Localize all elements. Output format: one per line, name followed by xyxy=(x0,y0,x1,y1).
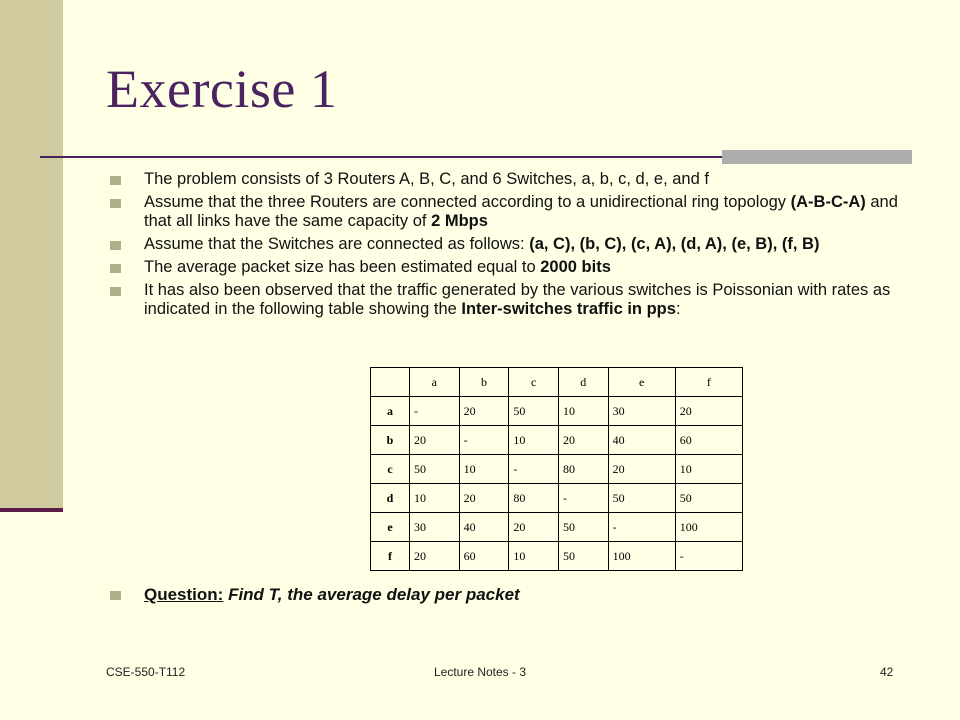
table-header-cell: d xyxy=(558,368,608,397)
bullet-list xyxy=(110,170,900,323)
table-cell: 20 xyxy=(410,542,460,571)
table-cell: 100 xyxy=(675,513,742,542)
bullet-item xyxy=(110,281,900,319)
table-cell: 50 xyxy=(410,455,460,484)
bullet-text: Assume that the three Routers are connected according to a unidirectional ring topology xyxy=(144,193,791,211)
table-row xyxy=(371,455,743,484)
table-cell: 40 xyxy=(608,426,675,455)
bullet-text: 2 Mbps xyxy=(431,212,488,230)
table-cell: 10 xyxy=(459,455,509,484)
row-label: f xyxy=(371,542,410,571)
table-cell: 20 xyxy=(608,455,675,484)
bullet-text: The average packet size has been estimated equal to xyxy=(144,258,541,276)
question-line xyxy=(110,585,900,605)
row-label: d xyxy=(371,484,410,513)
table-cell: 20 xyxy=(558,426,608,455)
table-cell: 60 xyxy=(675,426,742,455)
table-body xyxy=(371,397,743,571)
row-label: b xyxy=(371,426,410,455)
table-cell: 50 xyxy=(608,484,675,513)
table-cell: - xyxy=(675,542,742,571)
bullet-text: It has also been observed that the traffic generated by the various switches is Poissonian with rates as indicated in the following table showing the xyxy=(144,281,891,318)
table-row xyxy=(371,397,743,426)
bullet-text: (A-B-C-A) xyxy=(790,193,866,211)
footer-course: CSE-550-T112 xyxy=(106,665,186,679)
table-cell: 20 xyxy=(509,513,559,542)
table-cell: - xyxy=(410,397,460,426)
table-header-row xyxy=(371,368,743,397)
table-cell: 100 xyxy=(608,542,675,571)
table-row xyxy=(371,513,743,542)
table-cell: 50 xyxy=(558,513,608,542)
table-cell: 40 xyxy=(459,513,509,542)
table-cell: 80 xyxy=(558,455,608,484)
left-decor-line xyxy=(0,508,63,512)
table-header-cell: b xyxy=(459,368,509,397)
bullet-item xyxy=(110,170,900,189)
title-accent-bar xyxy=(722,150,912,164)
table-cell: 10 xyxy=(509,426,559,455)
table-cell: - xyxy=(608,513,675,542)
bullet-text: : xyxy=(675,300,681,318)
table-cell: 30 xyxy=(410,513,460,542)
question-label: Question: xyxy=(144,585,224,604)
bullet-text: (a, C), (b, C), (c, A), (d, A), (e, B), (f, B) xyxy=(529,235,820,253)
table-cell: 30 xyxy=(608,397,675,426)
bullet-text: Inter-switches traffic in pps xyxy=(461,300,676,318)
table-cell: 60 xyxy=(459,542,509,571)
table-cell: 20 xyxy=(459,484,509,513)
row-label: c xyxy=(371,455,410,484)
table-header-cell xyxy=(371,368,410,397)
bullet-item xyxy=(110,193,900,231)
row-label: e xyxy=(371,513,410,542)
bullet-item xyxy=(110,258,900,277)
table-cell: 20 xyxy=(459,397,509,426)
table-cell: 10 xyxy=(410,484,460,513)
table-header-cell: c xyxy=(509,368,559,397)
footer-page-number: 42 xyxy=(880,665,894,679)
bullet-text: The problem consists of 3 Routers A, B, C, and 6 Switches, a, b, c, d, e, and f xyxy=(144,170,709,188)
table-cell: - xyxy=(509,455,559,484)
row-label: a xyxy=(371,397,410,426)
left-decor-bar xyxy=(0,0,63,510)
slide-title: Exercise 1 xyxy=(106,59,338,119)
traffic-table xyxy=(370,367,743,571)
table-cell: 80 xyxy=(509,484,559,513)
footer-title: Lecture Notes - 3 xyxy=(433,665,527,679)
table-cell: 50 xyxy=(509,397,559,426)
table-row xyxy=(371,426,743,455)
table-header-cell: f xyxy=(675,368,742,397)
table-cell: 10 xyxy=(558,397,608,426)
question-text: Find T, the average delay per packet xyxy=(223,585,520,604)
table-cell: 50 xyxy=(675,484,742,513)
table-cell: - xyxy=(459,426,509,455)
table-header-cell: a xyxy=(410,368,460,397)
table-cell: 10 xyxy=(675,455,742,484)
table-row xyxy=(371,542,743,571)
bullet-text: and that all links have the same capacity of xyxy=(144,193,898,230)
table-cell: 20 xyxy=(410,426,460,455)
table-header-cell: e xyxy=(608,368,675,397)
table-cell: - xyxy=(558,484,608,513)
table-cell: 50 xyxy=(558,542,608,571)
table-row xyxy=(371,484,743,513)
table-cell: 10 xyxy=(509,542,559,571)
table-cell: 20 xyxy=(675,397,742,426)
bullet-text: Assume that the Switches are connected as follows: xyxy=(144,235,530,253)
bullet-text: 2000 bits xyxy=(540,258,611,276)
bullet-item xyxy=(110,235,900,254)
